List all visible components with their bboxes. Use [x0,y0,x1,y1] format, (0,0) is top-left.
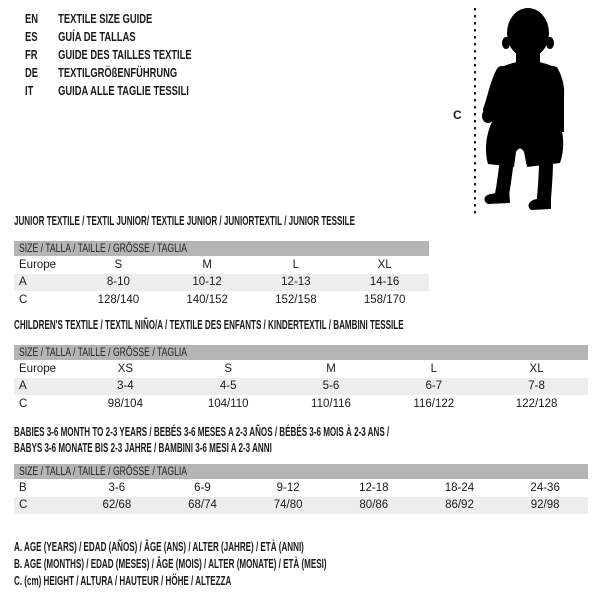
size-header-bar: SIZE / TALLA / TAILLE / GRÖSSE / TAGLIA [14,345,588,360]
baby-figure-svg [450,0,600,225]
table-row [14,360,588,378]
size-cell: 9-12 [276,481,300,494]
language-code: DE [25,65,39,80]
size-cell: 18-24 [444,481,475,494]
size-cell: 4-5 [219,380,237,393]
language-label: GUIDA ALLE TAGLIE TESSILI [58,83,189,98]
babies-size-table [14,479,588,514]
size-cell: 12-18 [359,481,389,494]
size-cell: 86/92 [445,499,474,512]
table-row [14,274,429,292]
table-row [14,479,588,497]
size-cell: M [202,258,212,271]
size-cell: 6-9 [194,481,211,494]
language-row [25,64,256,82]
size-cell: L [430,362,437,375]
baby-figure [450,0,600,225]
row-label: A [19,380,27,393]
size-cell: 6-7 [425,380,443,393]
height-label: C [453,108,462,122]
size-cell: L [292,258,300,271]
row-label: C [19,499,28,512]
size-cell: S [114,258,123,271]
language-code: IT [25,83,34,98]
size-cell: 80/86 [359,499,389,512]
size-cell: 3-6 [108,481,126,494]
size-cell: 152/158 [275,293,317,306]
size-header-bar: SIZE / TALLA / TAILLE / GRÖSSE / TAGLIA [14,464,588,479]
language-list [25,10,256,100]
row-label: C [19,293,28,306]
language-code: ES [25,29,38,44]
row-label: Europe [19,258,57,271]
row-label: B [19,481,27,494]
size-cell: 10-12 [192,276,222,289]
row-label: A [19,276,27,289]
legend-note: B. AGE (MONTHS) / EDAD (MESES) / ÂGE (MOIS) / ALTER (MONATE) / ETÀ (MESI) [14,556,327,571]
legend-notes [14,538,518,589]
size-cell: 62/68 [102,499,132,512]
language-code: FR [25,47,38,62]
table-row [14,497,588,515]
size-header-bar: SIZE / TALLA / TAILLE / GRÖSSE / TAGLIA [14,241,429,256]
size-cell: 92/98 [530,499,560,512]
size-cell: XL [377,258,392,271]
language-label: TEXTILE SIZE GUIDE [58,11,153,26]
table-row [14,395,588,413]
size-cell: 3-4 [117,380,134,393]
size-cell: 12-13 [281,276,311,289]
size-cell: 110/116 [311,397,351,410]
row-label: C [19,397,28,410]
section-babies-textile [14,424,588,514]
size-cell: 122/128 [515,397,558,410]
language-label: TEXTILGRÖßENFÜHRUNG [58,65,178,80]
section-junior-textile [14,214,429,309]
table-row [14,291,429,309]
row-label: Europe [19,362,57,375]
size-cell: 140/152 [186,293,228,306]
size-cell: 128/140 [97,293,140,306]
legend-note: C. (cm) HEIGHT / ALTURA / HAUTEUR / HÖHE / ALTEZZA [14,573,232,588]
childrens-size-table [14,360,588,413]
size-cell: XL [529,362,544,375]
section-title: JUNIOR TEXTILE / TEXTIL JUNIOR/ TEXTILE JUNIOR / JUNIORTEXTIL / JUNIOR TESSILE [14,213,355,228]
size-cell: 14-16 [369,276,400,289]
language-row [25,28,256,46]
language-code: EN [25,11,39,26]
language-label: GUÍA DE TALLAS [58,29,136,44]
size-cell: 68/74 [188,499,217,512]
language-row [25,82,256,100]
size-cell: 104/110 [207,397,249,410]
language-row [25,10,256,28]
table-row [14,378,588,396]
section-childrens-textile [14,318,588,413]
size-cell: 74/80 [273,499,303,512]
size-cell: XS [117,362,134,375]
size-cell: 98/104 [107,397,143,410]
junior-size-table [14,256,429,309]
section-title: CHILDREN'S TEXTILE / TEXTIL NIÑO/A / TEXTILE DES ENFANTS / KINDERTEXTIL / BAMBINI TESSILE [14,317,404,332]
size-cell: 116/122 [413,397,455,410]
section-title-line2: BABYS 3-6 MONATE BIS 2-3 JAHRE / BAMBINI 3-6 MESI A 2-3 ANNI [14,440,272,455]
legend-note: A. AGE (YEARS) / EDAD (AÑOS) / ÂGE (ANS) / ALTER (JAHRE) / ETÀ (ANNI) [14,539,304,554]
size-cell: M [326,362,336,375]
table-row [14,256,429,274]
size-cell: 158/170 [363,293,406,306]
size-cell: 8-10 [106,276,130,289]
section-title-line1: BABIES 3-6 MONTH TO 2-3 YEARS / BEBÉS 3-6 MESES A 2-3 AÑOS / BÉBÉS 3-6 MOIS À 2-3 ANS / [14,424,390,439]
language-label: GUIDE DES TAILLES TEXTILE [58,47,192,62]
size-cell: S [224,362,233,375]
size-cell: 24-36 [530,481,560,494]
language-row [25,46,256,64]
size-cell: 5-6 [322,380,340,393]
size-cell: 7-8 [528,380,545,393]
